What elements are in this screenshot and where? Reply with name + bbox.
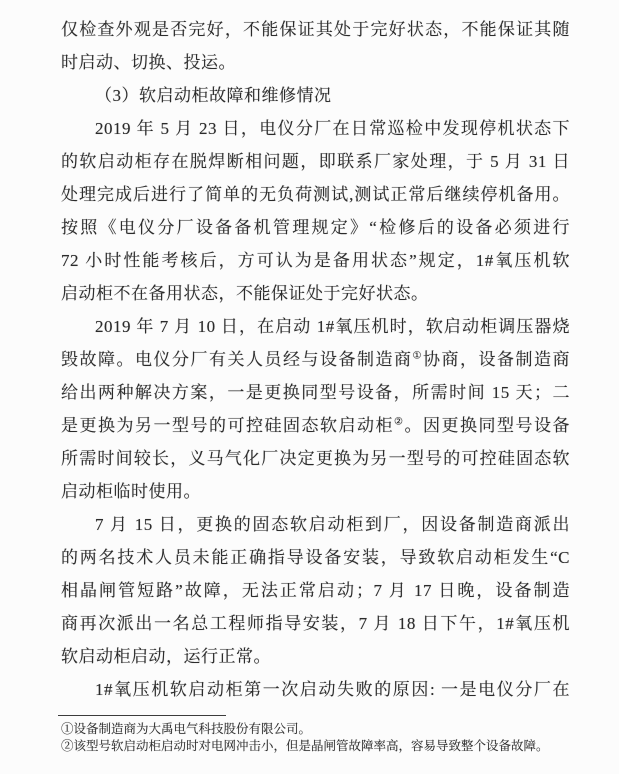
text-line: 处理完成后进行了简单的无负荷测试,测试正常后继续停机备用。 [61,185,570,204]
text-line: 的两名技术人员未能正确指导设备安装，导致软启动柜发生“C [61,548,570,567]
text-line: 软启动柜启动，运行正常。 [61,647,271,666]
text-line: 72 小时性能考核后，方可认为是备用状态”规定，1#氧压机软 [61,251,570,270]
text-line [61,343,570,376]
paragraph [61,310,570,508]
text-line: 7 月 15 日，更换的固态软启动柜到厂，因设备制造商派出 [95,515,570,534]
text-line: 1#氧压机软启动柜第一次启动失败的原因: 一是电仪分厂在 [95,680,570,699]
document-body [61,13,570,706]
text-line: 按照《电仪分厂设备备机管理规定》“检修后的设备必须进行 [61,218,570,237]
footnote-ref-marker: ① [412,350,423,362]
text-line: 给出两种解决方案，一是更换同型号设备，所需时间 15 天；二 [61,383,570,402]
text-line: 的软启动柜存在脱焊断相问题，即联系厂家处理，于 5 月 31 日 [61,152,570,171]
paragraph [61,112,570,310]
paragraph [61,13,570,79]
text-line: 相晶闸管短路”故障，无法正常启动；7 月 17 日晚，设备制造 [61,581,570,600]
footnote-list [61,721,570,755]
text-line: 时启动、切换、投运。 [61,53,236,72]
text-line: （3）软启动柜故障和维修情况 [95,86,332,105]
paragraph [61,508,570,673]
text-line: 所需时间较长，义马气化厂决定更换为另一型号的可控硅固态软 [61,449,570,468]
section-heading [61,79,570,112]
footnotes-section [61,715,570,755]
text-line [61,409,570,442]
text-line: 商再次派出一名总工程师指导安装，7 月 18 日下午，1#氧压机 [61,614,570,633]
text-line: 启动柜临时使用。 [61,482,201,501]
text-line: 2019 年 5 月 23 日，电仪分厂在日常巡检中发现停机状态下 [95,119,570,138]
text-line: 2019 年 7 月 10 日，在启动 1#氧压机时，软启动柜调压器烧 [95,317,570,336]
footnote-separator [58,715,226,716]
footnote-ref-marker: ② [394,416,405,428]
text-segment: 是更换为另一型号的可控硅固态软启动柜 [61,416,395,435]
paragraph [61,673,570,706]
text-segment: 。因更换同型号设备 [404,416,570,435]
text-segment: 协商，设备制造商 [423,350,570,369]
text-line: 仅检查外观是否完好，不能保证其处于完好状态，不能保证其随 [61,20,570,39]
text-line: 启动柜不在备用状态，不能保证处于完好状态。 [61,284,429,303]
footnote-item: ②该型号软启动柜启动时对电网冲击小，但是晶闸管故障率高，容易导致整个设备故障。 [61,739,549,753]
footnote-item: ①设备制造商为大禹电气科技股份有限公司。 [61,722,312,736]
text-segment: 毁故障。电仪分厂有关人员经与设备制造商 [61,350,413,369]
